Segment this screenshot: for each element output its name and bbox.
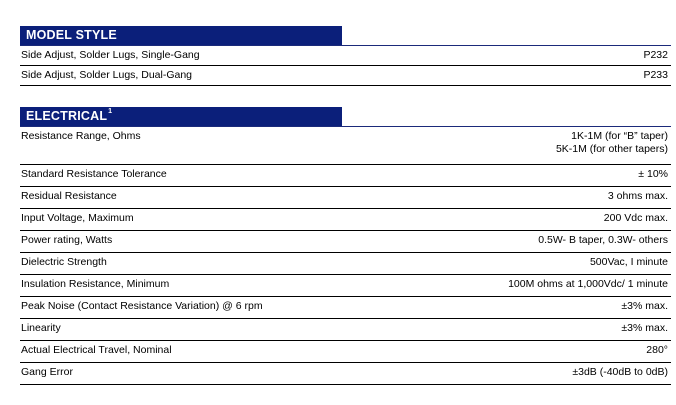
row-label: Gang Error: [21, 366, 73, 378]
row-label: Insulation Resistance, Minimum: [21, 278, 170, 290]
row-label: Power rating, Watts: [21, 234, 113, 246]
row-value: 280°: [646, 344, 668, 356]
footnote-marker: 1: [108, 108, 113, 115]
row-label: Side Adjust, Solder Lugs, Single-Gang: [21, 49, 200, 61]
table-row: [20, 209, 671, 231]
electrical-title: ELECTRICAL$^1$: [20, 107, 342, 126]
row-label: Side Adjust, Solder Lugs, Dual-Gang: [21, 69, 193, 81]
row-value-line-1: 1K-1M (for “B” taper): [571, 130, 668, 142]
electrical-section: [20, 107, 671, 385]
row-label: Dielectric Strength: [21, 256, 107, 268]
row-value: 500Vac, I minute: [589, 256, 668, 268]
table-row: [20, 319, 671, 341]
row-value-line-2: 5K-1M (for other tapers): [555, 143, 668, 155]
row-label: Residual Resistance: [21, 190, 117, 202]
model-style-header: [20, 26, 671, 46]
spec-sheet: [20, 26, 671, 385]
table-row: [20, 231, 671, 253]
table-row: [20, 297, 671, 319]
section-spacer: [20, 86, 671, 107]
row-value: 200 Vdc max.: [603, 212, 668, 224]
row-label: Peak Noise (Contact Resistance Variation) @ 6 rpm: [21, 300, 263, 312]
row-value: ±3% max.: [621, 300, 668, 312]
table-row: [20, 165, 671, 187]
row-value: P233: [643, 69, 668, 81]
row-label: Standard Resistance Tolerance: [21, 168, 167, 180]
row-value: 3 ohms max.: [607, 190, 668, 202]
row-value: 100M ohms at 1,000Vdc/ 1 minute: [508, 278, 668, 290]
row-value: ±3% max.: [621, 322, 668, 334]
table-row: [20, 275, 671, 297]
table-row: [20, 341, 671, 363]
model-style-section: [20, 26, 671, 86]
row-label: Input Voltage, Maximum: [21, 212, 134, 224]
row-label: Linearity: [21, 322, 61, 334]
table-row: [20, 127, 671, 165]
row-value: ± 10%: [638, 168, 668, 180]
row-label: Resistance Range, Ohms: [21, 130, 141, 142]
table-row: [20, 187, 671, 209]
table-row: [20, 66, 671, 86]
table-row: [20, 363, 671, 385]
row-value: 0.5W- B taper, 0.3W- others: [538, 234, 668, 246]
electrical-header: [20, 107, 671, 127]
row-value: ±3dB (-40dB to 0dB): [572, 366, 668, 378]
row-value: [556, 130, 668, 156]
table-row: [20, 46, 671, 66]
table-row: [20, 253, 671, 275]
row-label: Actual Electrical Travel, Nominal: [21, 344, 172, 356]
model-style-title: MODEL STYLE: [20, 26, 342, 45]
row-value: P232: [643, 49, 668, 61]
